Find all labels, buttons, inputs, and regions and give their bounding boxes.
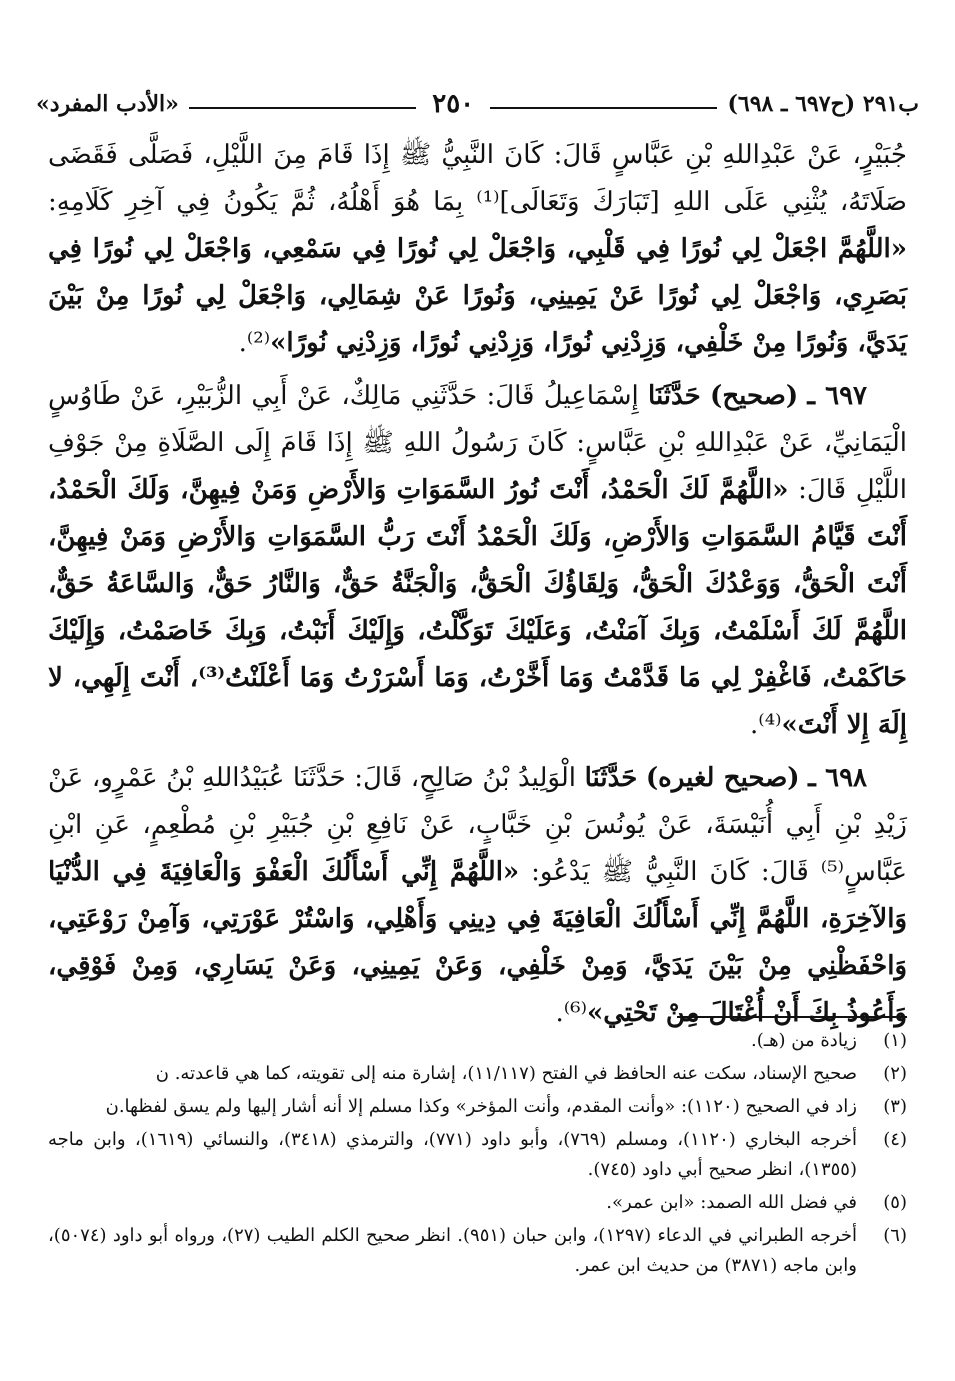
main-text	[48, 132, 907, 1037]
supplication-text: «اللَّهُمَّ إِنِّي أَسْأَلُكَ الْعَفْوَ وَالْعَافِيَةَ فِي الدُّنْيَا وَالآخِرَةِ، اللَّهُمَّ إِنِّي أَسْأَلُكَ الْعَافِيَةَ فِي دِينِي وَأَهْلِي، وَاسْتُرْ عَوْرَتِي، وَآمِنْ رَوْعَتِي، وَاحْفَظْنِي مِنْ بَيْنَ يَدَيَّ، وَمِنْ خَلْفِي، وَعَنْ يَمِينِي، وَعَنْ يَسَارِي، وَمِنْ فَوْقِي، وَأَعُوذُ بِكَ أَنْ أُغْتَالَ مِنْ تَحْتِي»	[48, 857, 908, 1028]
footnote-ref: ⁽²⁾.	[238, 328, 271, 358]
footnote-ref: ⁽⁴⁾.	[750, 710, 782, 740]
hadith-number: ٦٩٨ ـ	[808, 763, 868, 793]
footnote-item	[48, 1026, 907, 1056]
hadith-grade: (صحيح لغيره)	[645, 763, 800, 793]
footnote-item	[48, 1092, 907, 1122]
footnote-text: أخرجه البخاري (١١٢٠)، ومسلم (٧٦٩)، وأبو داود (٧٧١)، والترمذي (٣٤١٨)، والنسائي (١٦١٩)، وابن ماجه (١٣٥٥)، انظر صحيح أبي داود (٧٤٥).	[48, 1129, 857, 1180]
page-number: ٢٥٠	[432, 89, 475, 119]
footnote-item	[48, 1221, 907, 1281]
footnote-text: صحيح الإسناد، سكت عنه الحافظ في الفتح (١١/١١٧)، إشارة منه إلى تقويته، كما هي قاعدته. ن	[155, 1063, 857, 1084]
hadith-697	[48, 373, 907, 749]
hadith-698	[48, 755, 907, 1037]
book-title: «الأدب المفرد»	[35, 91, 179, 117]
header-rule	[189, 107, 416, 109]
footnote-number: (٦)	[883, 1225, 907, 1246]
footnote-item	[48, 1125, 907, 1185]
footnote-number: (٥)	[883, 1192, 907, 1213]
footnote-number: (٤)	[883, 1129, 907, 1150]
supplication-text: «اللَّهُمَّ لَكَ الْحَمْدُ، أَنْتَ نُورُ السَّمَوَاتِ وَالأَرْضِ وَمَنْ فِيهِنَّ، وَلَكَ الْحَمْدُ، أَنْتَ قَيَّامُ السَّمَوَاتِ وَالأَرْضِ، وَلَكَ الْحَمْدُ أَنْتَ رَبُّ السَّمَوَاتِ وَالأَرْضِ وَمَنْ فِيهِنَّ، أَنْتَ الْحَقُّ، وَوَعْدُكَ الْحَقُّ، وَلِقَاؤُكَ الْحَقُّ، وَالْجَنَّةُ حَقٌّ، وَالنَّارُ حَقٌّ، وَالسَّاعَةُ حَقٌّ، اللَّهُمَّ لَكَ أَسْلَمْتُ، وَبِكَ آمَنْتُ، وَعَلَيْكَ تَوَكَّلْتُ، وَإِلَيْكَ أَنَبْتُ، وَبِكَ خَاصَمْتُ، وَإِلَيْكَ حَاكَمْتُ، فَاغْفِرْ لِي مَا قَدَّمْتُ وَمَا أَخَّرْتُ، وَمَا أَسْرَرْتُ وَمَا أَعْلَنْتُ⁽³⁾، أَنْتَ إِلَهِي، لا إِلَهَ إِلا أَنْتَ»	[48, 475, 907, 740]
chain-text: الْوَلِيدُ بْنُ صَالِحٍ، قَالَ: حَدَّثَنَا عُبَيْدُاللهِ بْنُ عَمْرٍو، عَنْ زَيْدِ بْنِ أَبِي أُنَيْسَةَ، عَنْ يُونُسَ بْنِ خَبَّابٍ، عَنْ نَافِعِ بْنِ جُبَيْرِ بْنِ مُطْعِمٍ، عَنِ ابْنِ عَبَّاسٍ⁽⁵⁾ قَالَ: كَانَ النَّبِيُّ ﷺ يَدْعُو:	[48, 763, 908, 887]
footnotes	[48, 1026, 907, 1284]
chain-text: إِسْمَاعِيلُ قَالَ: حَدَّثَنِي مَالِكٌ، عَنْ أَبِي الزُّبَيْرِ، عَنْ طَاوُسٍ الْيَمَانِيِّ، عَنْ عَبْدِاللهِ بْنِ عَبَّاسٍ: كَانَ رَسُولُ اللهِ ﷺ إِذَا قَامَ إِلَى الصَّلَاةِ مِنْ جَوْفِ اللَّيْلِ قَالَ:	[48, 381, 908, 505]
footnote-number: (١)	[883, 1030, 907, 1051]
footnote-text: أخرجه الطبراني في الدعاء (١٢٩٧)، وابن حبان (٩٥١). انظر صحيح الكلم الطيب (٢٧)، ورواه أبو داود (٥٠٧٤)، وابن ماجه (٣٨٧١) من حديث ابن عمر.	[48, 1225, 858, 1276]
footnote-rule	[677, 1016, 907, 1018]
chain-opening: حَدَّثَنَا	[648, 381, 701, 411]
page-reference: ب٢٩١ (ح٦٩٧ ـ ٦٩٨)	[727, 91, 919, 117]
footnote-item	[48, 1059, 907, 1089]
footnote-text: في فضل الله الصمد: «ابن عمر».	[606, 1192, 857, 1213]
footnote-number: (٣)	[883, 1096, 907, 1117]
header-rule	[490, 107, 717, 109]
hadith-number: ٦٩٧ ـ	[807, 381, 868, 411]
footnote-item	[48, 1188, 907, 1218]
footnote-ref: ⁽⁶⁾.	[555, 998, 587, 1028]
footnote-text: زاد في الصحيح (١١٢٠): «وأنت المقدم، وأنت المؤخر» وكذا مسلم إلا أنه أشار إليها ولم يسق لفظها.ن	[105, 1096, 857, 1117]
running-head	[36, 84, 919, 124]
footnote-text: زيادة من (هـ).	[751, 1030, 857, 1051]
supplication-text: «اللَّهُمَّ اجْعَلْ لِي نُورًا فِي قَلْبِي، وَاجْعَلْ لِي نُورًا فِي سَمْعِي، وَاجْعَلْ لِي نُورًا فِي بَصَرِي، وَاجْعَلْ لِي نُورًا عَنْ يَمِينِي، وَنُورًا عَنْ شِمَالِي، وَاجْعَلْ لِي نُورًا مِنْ بَيْنَ يَدَيَّ، وَنُورًا مِنْ خَلْفِي، وَزِدْنِي نُورًا، وَزِدْنِي نُورًا، وَزِدْنِي نُورًا»	[48, 234, 908, 358]
hadith-grade: (صحيح)	[710, 381, 799, 411]
footnote-number: (٢)	[883, 1063, 907, 1084]
hadith-continuation	[48, 132, 907, 367]
chain-text: جُبَيْرٍ، عَنْ عَبْدِاللهِ بْنِ عَبَّاسٍ قَالَ: كَانَ النَّبِيُّ ﷺ إِذَا قَامَ مِنَ اللَّيْلِ، فَصَلَّى فَقَضَى صَلَاتَهُ، يُثْنِي عَلَى اللهِ [تَبَارَكَ وَتَعَالَى]⁽¹⁾ بِمَا هُوَ أَهْلُهُ، ثُمَّ يَكُونُ فِي آخِرِ كَلَامِهِ:	[48, 140, 907, 217]
chain-opening: حَدَّثَنَا	[584, 763, 638, 793]
